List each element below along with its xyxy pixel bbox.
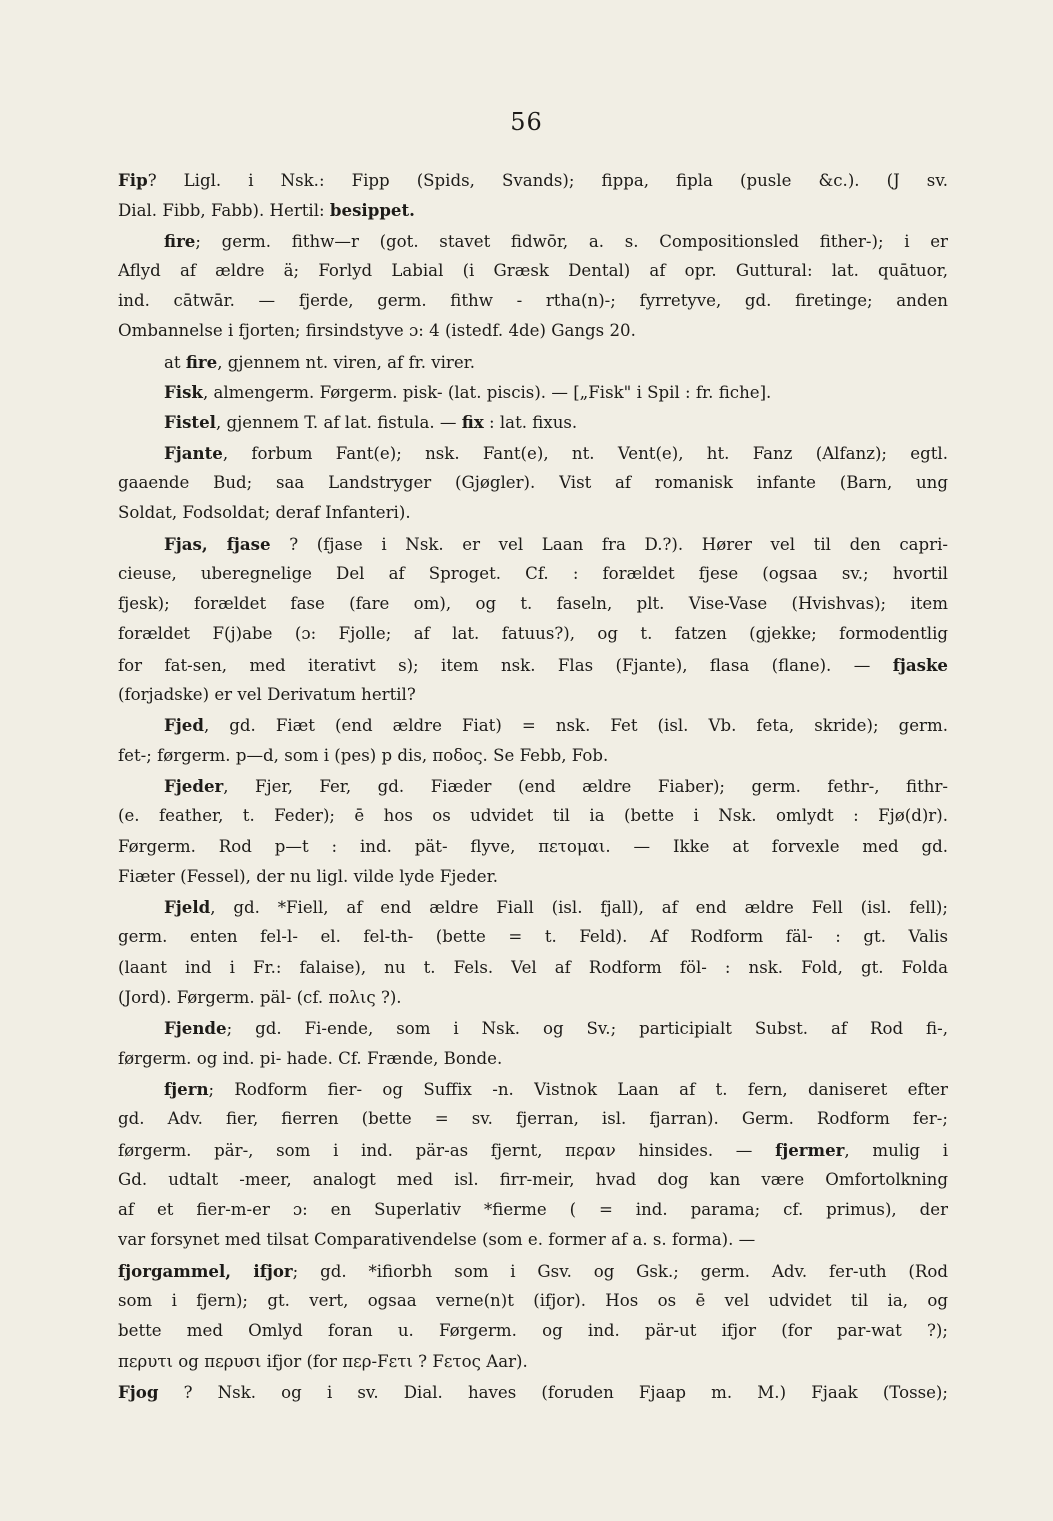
text-line (118, 741, 948, 771)
line-text: Soldat, Fodsoldat; deraf Infanteri). (118, 503, 411, 523)
headword: fire (164, 230, 196, 251)
text-line (118, 1135, 948, 1165)
text-line (118, 892, 948, 922)
line-text: ? Nsk. og i sv. Dial. haves (foruden Fjaap m. M.) Fjaak (Tosse); (158, 1382, 948, 1402)
line-text: : lat. fixus. (483, 413, 578, 433)
text-line (118, 165, 948, 195)
headword: fjaske (892, 654, 948, 675)
text-line (118, 832, 948, 862)
headword: Fip (118, 170, 148, 190)
line-text: ind. cātwār. — fjerde, germ. fithw - rtha(n)-; fyrretyve, gd. firetinge; anden (118, 291, 948, 311)
line-text: ; gd. Fi-ende, som i Nsk. og Sv.; participialt Subst. af Rod fi-, (226, 1019, 948, 1039)
headword: Fjante (164, 442, 223, 463)
text-line (118, 377, 948, 407)
line-text: , forbum Fant(e); nsk. Fant(e), nt. Vent(e), ht. Fanz (Alfanz); egtl. (222, 443, 948, 463)
line-text: fjesk); forældet fase (fare om), og t. faseln, plt. Vise-Vase (Hvishvas); item (118, 594, 948, 614)
line-text: ; Rodform fier- og Suffix -n. Vistnok Laan af t. fern, daniseret efter (208, 1079, 948, 1099)
text-line (118, 953, 948, 983)
text-line (118, 680, 948, 710)
line-text: Førgerm. Rod p—t : ind. pät- flyve, πετομαι. — Ikke at forvexle med gd. (118, 836, 948, 856)
body-text (118, 165, 948, 1407)
headword: besippet. (329, 200, 415, 221)
headword: Fistel (164, 412, 216, 433)
line-text: Dial. Fibb, Fabb). Hertil: (118, 201, 330, 221)
line-text: (forjadske) er vel Derivatum hertil? (118, 685, 416, 705)
text-line (118, 529, 948, 559)
text-line (118, 226, 948, 256)
line-text: bette med Omlyd foran u. Førgerm. og ind. pär-ut ifjor (for par-wat ?); (118, 1321, 948, 1341)
headword: Fjeder (164, 775, 224, 796)
headword: fjermer (775, 1139, 845, 1160)
line-text: var forsynet med tilsat Comparativendelse (som e. former af a. s. forma). — (118, 1230, 756, 1250)
line-text: af et fier-m-er ɔ: en Superlativ *fierme ( = ind. parama; cf. primus), der (118, 1200, 948, 1220)
line-text: , gjennem T. af lat. fistula. — (215, 413, 462, 433)
line-text: gd. Adv. fier, fierren (bette = sv. fjerran, isl. fjarran). Germ. Rodform fer-; (118, 1109, 948, 1129)
headword: Fjed (164, 715, 204, 736)
headword: fire (185, 351, 218, 372)
line-text: , almengerm. Førgerm. pisk- (lat. piscis). — [„Fisk" i Spil : fr. fiche]. (202, 383, 772, 403)
text-line (118, 407, 948, 437)
text-line (118, 1347, 948, 1377)
text-line (118, 589, 948, 619)
line-text: (Jord). Førgerm. päl- (cf. πολις ?). (118, 988, 402, 1008)
headword: Fisk (164, 382, 203, 403)
text-line (118, 468, 948, 498)
text-line (118, 771, 948, 801)
line-text: , Fjer, Fer, gd. Fiæder (end ældre Fiaber); germ. fethr-, fithr- (223, 776, 948, 796)
line-text: Aflyd af ældre ä; Forlyd Labial (i Græsk Dental) af opr. Guttural: lat. quātuor, (118, 260, 948, 280)
headword: Fjende (164, 1018, 227, 1039)
line-text: ; gd. *ifiorbh som i Gsv. og Gsk.; germ. Adv. fer-uth (Rod (292, 1261, 948, 1281)
headword: fjorgammel, ifjor (118, 1260, 293, 1281)
text-line (118, 286, 948, 316)
text-line (118, 1286, 948, 1316)
text-line (118, 498, 948, 528)
text-line (118, 347, 948, 377)
text-line (118, 1165, 948, 1195)
line-text: førgerm. pär-, som i ind. pär-as fjernt, περαν hinsides. — (118, 1140, 776, 1160)
text-line (118, 862, 948, 892)
line-text: at (164, 352, 186, 372)
line-text: (e. feather, t. Feder); ē hos os udvidet til ia (bette i Nsk. omlydt : Fjø(d)r). (118, 806, 948, 826)
text-line (118, 1013, 948, 1043)
line-text: περυτι og περυσι ifjor (for περ-Fετι ? Fετος Aar). (118, 1351, 528, 1371)
line-text: ; germ. fithw—r (got. stavet fidwōr, a. s. Compositionsled fither-); i er (195, 231, 948, 251)
line-text: , gjennem nt. viren, af fr. virer. (217, 352, 476, 372)
text-line (118, 1225, 948, 1255)
line-text: forældet F(j)abe (ɔ: Fjolle; af lat. fatuus?), og t. fatzen (gjekke; formodentlig (118, 624, 948, 644)
text-line (118, 1377, 948, 1407)
text-line (118, 1044, 948, 1074)
line-text: for fat-sen, med iterativt s); item nsk. Flas (Fjante), flasa (flane). — (118, 655, 893, 675)
text-line (118, 1316, 948, 1346)
line-text: Gd. udtalt -meer, analogt med isl. firr-meir, hvad dog kan være Omfortolkning (118, 1169, 948, 1189)
line-text: , mulig i (844, 1140, 948, 1160)
headword: Fjas, fjase (164, 533, 271, 554)
line-text: ? (fjase i Nsk. er vel Laan fra D.?). Hører vel til den capri- (270, 534, 948, 554)
text-line (118, 710, 948, 740)
text-line (118, 1104, 948, 1134)
line-text: ? Ligl. i Nsk.: Fipp (Spids, Svands); fippa, fipla (pusle &c.). (J sv. (147, 171, 948, 190)
line-text: førgerm. og ind. pi- hade. Cf. Frænde, Bonde. (118, 1048, 503, 1068)
line-text: , gd. Fiæt (end ældre Fiat) = nsk. Fet (isl. Vb. feta, skride); germ. (203, 716, 948, 736)
line-text: Ombannelse i fjorten; firsindstyve ɔ: 4 (istedf. 4de) Gangs 20. (118, 321, 636, 341)
line-text: , gd. *Fiell, af end ældre Fiall (isl. fjall), af end ældre Fell (isl. fell); (210, 898, 948, 918)
line-text: cieuse, uberegnelige Del af Sproget. Cf. : forældet fjese (ogsaa sv.; hvortil (118, 563, 948, 583)
line-text: som i fjern); gt. vert, ogsaa verne(n)t (ifjor). Hos os ē vel udvidet til ia, og (118, 1290, 948, 1310)
headword: fix (461, 412, 484, 433)
text-line (118, 619, 948, 649)
text-line (118, 1256, 948, 1286)
line-text: Fiæter (Fessel), der nu ligl. vilde lyde Fjeder. (118, 866, 498, 886)
line-text: germ. enten fel-l- el. fel-th- (bette = t. Feld). Af Rodform fäl- : gt. Valis (118, 927, 948, 947)
text-line (118, 983, 948, 1013)
page-number: 56 (510, 108, 543, 136)
headword: Fjeld (164, 897, 211, 918)
line-text: (laant ind i Fr.: falaise), nu t. Fels. Vel af Rodform föl- : nsk. Fold, gt. Folda (118, 957, 948, 977)
line-text: fet-; førgerm. p—d, som i (pes) p dis, ποδος. Se Febb, Fob. (118, 745, 609, 765)
text-line (118, 650, 948, 680)
text-line (118, 1195, 948, 1225)
text-line (118, 316, 948, 346)
text-line (118, 438, 948, 468)
line-text: gaaende Bud; saa Landstryger (Gjøgler). Vist af romanisk infante (Barn, ung (118, 472, 948, 492)
text-line (118, 195, 948, 225)
text-line (118, 922, 948, 952)
headword: fjern (164, 1078, 209, 1099)
text-line (118, 559, 948, 589)
text-line (118, 256, 948, 286)
text-line (118, 801, 948, 831)
text-line (118, 1074, 948, 1104)
headword: Fjog (118, 1381, 159, 1402)
